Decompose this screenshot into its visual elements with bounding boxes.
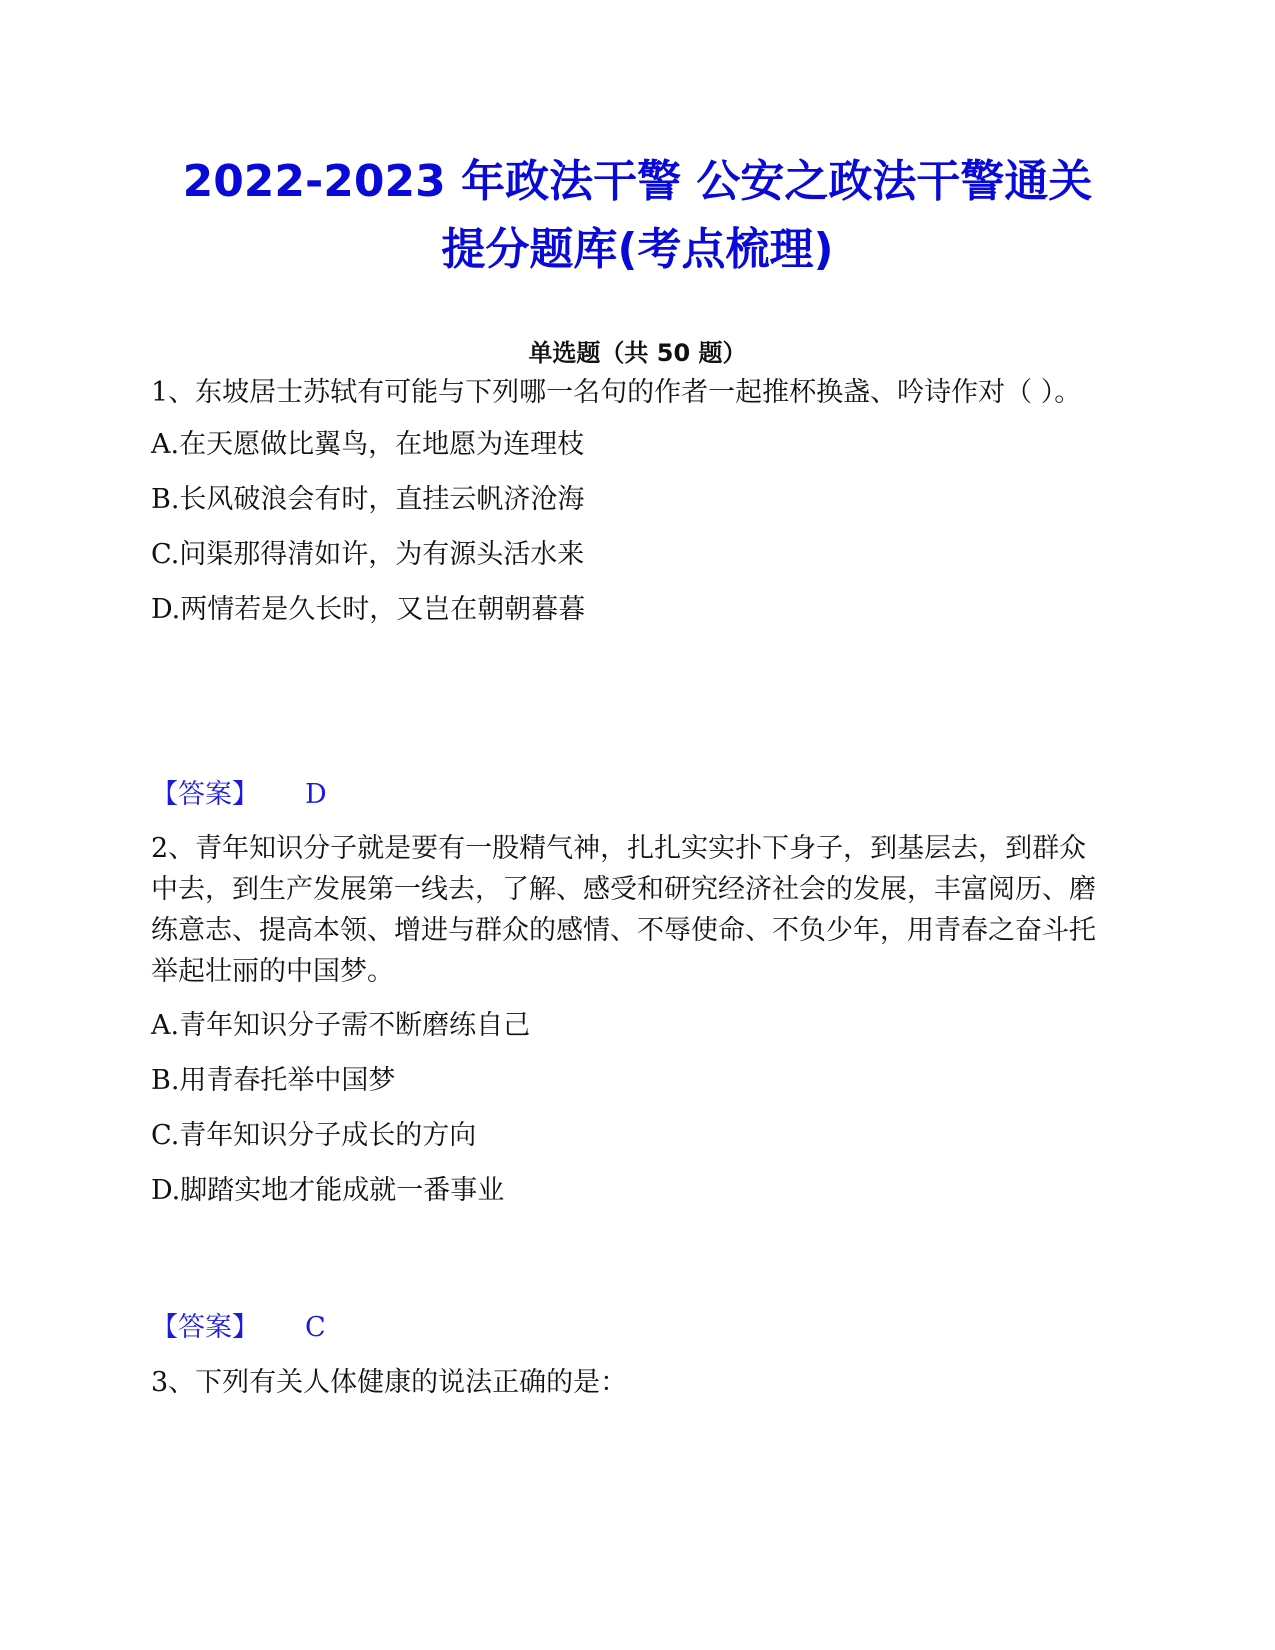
- option-c: C.问渠那得清如许，为有源头活水来: [151, 539, 585, 570]
- question-3: [151, 1362, 1111, 1403]
- option-c: C.青年知识分子成长的方向: [151, 1120, 477, 1151]
- option-a: A.青年知识分子需不断磨练自己: [151, 1010, 531, 1041]
- question-text: 1、东坡居士苏轼有可能与下列哪一名句的作者一起推杯换盏、吟诗作对（ ）。: [151, 377, 1082, 408]
- answer-label: 【答案】: [151, 1312, 259, 1343]
- question-text: 2、青年知识分子就是要有一股精气神，扎扎实实扑下身子，到基层去，到群众中去，到生产发展第一线去，了解、感受和研究经济社会的发展，丰富阅历、磨练意志、提高本领、增进与群众的感情、不辱使命、不负少年，用青春之奋斗托举起壮丽的中国梦。: [151, 833, 1096, 987]
- option-d: D.两情若是久长时，又岂在朝朝暮暮: [151, 594, 586, 625]
- option-a: A.在天愿做比翼鸟，在地愿为连理枝: [151, 429, 585, 460]
- answer-label: 【答案】: [151, 779, 259, 810]
- question-1: [151, 372, 1111, 630]
- answer-value: C: [305, 1312, 326, 1343]
- title-line-1: 2022-2023 年政法干警 公安之政法干警通关: [182, 156, 1093, 207]
- section-heading: 单选题（共 50 题）: [528, 339, 747, 367]
- option-b: B.用青春托举中国梦: [151, 1065, 396, 1096]
- question-text: 3、下列有关人体健康的说法正确的是：: [151, 1367, 628, 1398]
- answer-value: D: [305, 779, 327, 810]
- answer-1: [151, 775, 327, 815]
- document-title: [0, 148, 1275, 284]
- answer-2: [151, 1308, 326, 1348]
- option-b: B.长风破浪会有时，直挂云帆济沧海: [151, 484, 585, 515]
- option-d: D.脚踏实地才能成就一番事业: [151, 1175, 505, 1206]
- question-2: [151, 828, 1111, 1211]
- title-line-2: 提分题库(考点梳理): [441, 224, 834, 275]
